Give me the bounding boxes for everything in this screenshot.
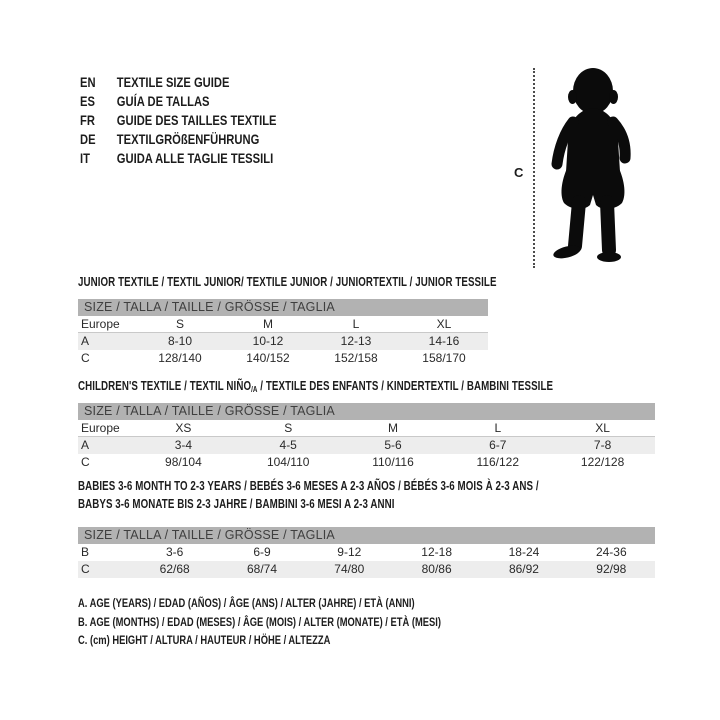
language-name: GUIDA ALLE TAGLIE TESSILI [116,149,274,166]
size-value: 5-6 [384,438,402,452]
size-value: M [263,317,273,331]
table-row-europe [78,316,488,333]
junior-size-table [78,299,488,367]
language-name: GUIDE DES TAILLES TEXTILE [116,111,277,128]
language-code: EN [80,73,96,90]
size-header-row: SIZE / TALLA / TAILLE / GRÖSSE / TAGLIA [78,299,488,316]
size-value: 152/158 [334,351,378,365]
size-value: 6-9 [253,545,271,559]
size-value: L [352,317,360,331]
language-row-fr [80,110,277,129]
note-c: C. (cm) HEIGHT / ALTURA / HAUTEUR / HÖHE / ALTEZZA [78,633,331,648]
height-measure-line [533,68,535,268]
table-row-a [78,333,488,350]
table-row-c [78,561,655,578]
row-label: A [81,438,90,452]
language-name: GUÍA DE TALLAS [116,92,210,109]
language-code: DE [80,130,96,147]
language-code: IT [80,149,90,166]
size-value: 158/170 [422,351,466,365]
toddler-silhouette-image [543,64,649,268]
size-value: M [387,421,398,435]
size-value: 140/152 [246,351,290,365]
size-value: L [494,421,502,435]
children-size-table [78,403,655,471]
size-value: 18-24 [508,545,540,559]
size-value: 86/92 [508,562,539,576]
children-title-text: CHILDREN'S TEXTILE / TEXTIL NIÑO [78,379,252,393]
size-value: 92/98 [596,562,627,576]
size-header-row: SIZE / TALLA / TAILLE / GRÖSSE / TAGLIA [78,527,655,544]
language-code: ES [80,92,95,109]
size-value: S [284,421,293,435]
language-row-de [80,129,277,148]
size-value: 12-13 [340,334,372,348]
size-value: 104/110 [266,455,310,469]
size-value: 14-16 [428,334,460,348]
language-row-it [80,148,277,167]
size-value: 7-8 [593,438,612,452]
language-code: FR [80,111,95,128]
legend-notes [78,594,543,650]
size-value: 62/68 [159,562,190,576]
language-row-es [80,91,277,110]
size-value: 10-12 [252,334,284,348]
row-label: B [81,545,90,559]
size-value: S [175,317,184,331]
size-value: 3-4 [174,438,193,452]
row-label: C [81,351,90,365]
size-value: XS [175,421,192,435]
language-list [80,72,326,167]
table-row-c [78,350,488,367]
size-value: 68/74 [246,562,277,576]
children-title-subscript: /A [251,385,258,394]
row-label: C [81,562,90,576]
babies-section-title-line2: BABYS 3-6 MONATE BIS 2-3 JAHRE / BAMBINI 3-6 MESI A 2-3 ANNI [78,497,395,511]
size-value: 128/140 [158,351,202,365]
row-label: Europe [81,421,120,435]
height-measure-label: C [514,165,524,180]
size-value: XL [595,421,610,435]
size-value: 116/122 [476,455,520,469]
size-value: 9-12 [337,545,362,559]
language-name: TEXTILGRÖßENFÜHRUNG [116,130,260,147]
table-row-europe [78,420,655,437]
children-title-text: / TEXTILE DES ENFANTS / KINDERTEXTIL / BAMBINI TESSILE [257,379,554,393]
row-label: Europe [81,317,120,331]
table-row-c [78,454,655,471]
size-header-row: SIZE / TALLA / TAILLE / GRÖSSE / TAGLIA [78,403,655,420]
size-value: 12-18 [421,545,452,559]
language-row-en [80,72,277,91]
row-label: A [81,334,90,348]
size-value: 3-6 [165,545,184,559]
junior-title-text: JUNIOR TEXTILE / TEXTIL JUNIOR/ TEXTILE JUNIOR / JUNIORTEXTIL / JUNIOR TESSILE [78,275,497,289]
note-b: B. AGE (MONTHS) / EDAD (MESES) / ÂGE (MOIS) / ALTER (MONATE) / ETÀ (MESI) [78,614,441,629]
junior-section-title [78,275,497,289]
size-value: 110/116 [372,455,414,469]
size-value: 74/80 [334,562,365,576]
babies-size-table [78,527,655,578]
note-a: A. AGE (YEARS) / EDAD (AÑOS) / ÂGE (ANS) / ALTER (JAHRE) / ETÀ (ANNI) [78,596,415,610]
table-row-b [78,544,655,561]
children-section-title [78,379,553,394]
size-value: 80/86 [421,562,452,576]
table-row-a [78,437,655,454]
size-value: 122/128 [580,455,625,469]
size-value: 4-5 [279,438,297,452]
size-value: 6-7 [489,438,507,452]
size-value: 98/104 [165,455,202,469]
size-value: XL [436,317,452,331]
row-label: C [81,455,90,469]
size-value: 8-10 [167,334,193,348]
language-name: TEXTILE SIZE GUIDE [116,73,230,90]
babies-section-title-line1: BABIES 3-6 MONTH TO 2-3 YEARS / BEBÉS 3-6 MESES A 2-3 AÑOS / BÉBÉS 3-6 MOIS À 2-3 ANS / [78,479,539,493]
size-value: 24-36 [595,545,627,559]
